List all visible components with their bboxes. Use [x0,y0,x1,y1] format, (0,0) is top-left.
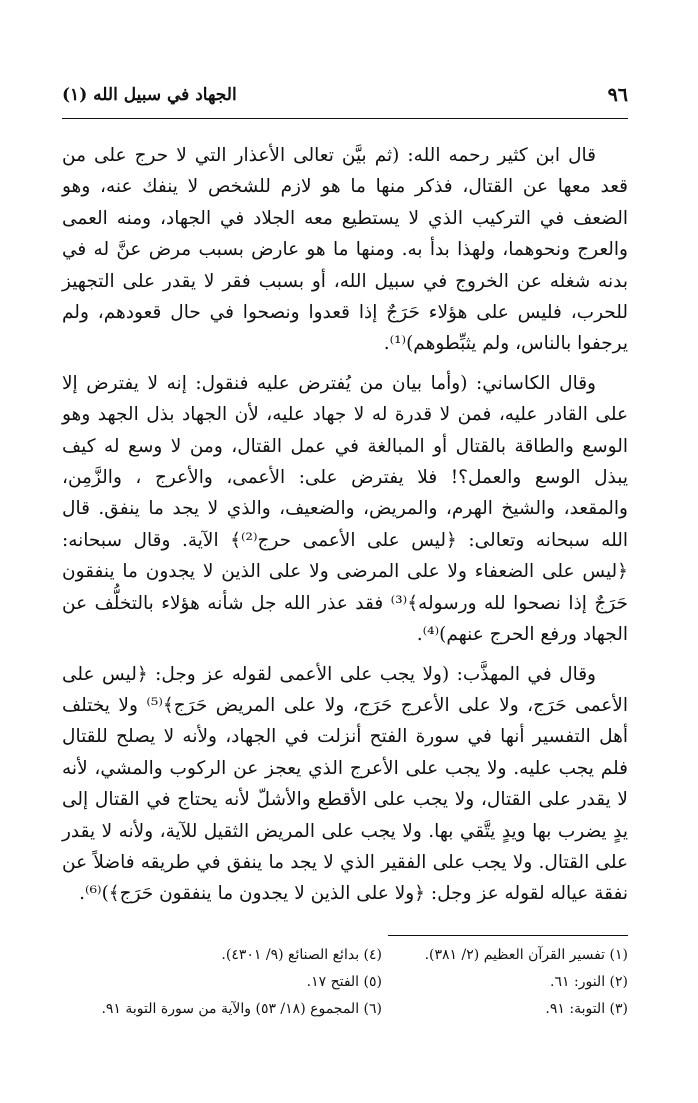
footnote-3: (٣) التوبة: ٩١. [545,1001,628,1017]
footnote-2: (٢) النور: ٦١. [550,974,628,990]
paragraph-ibn-kathir: قال ابن كثير رحمه الله: (ثم بيَّن تعالى الأعذار التي لا حرج على من قعد معها عن القتال، فذكر منها ما هو لازم للشخص لا ينفك عنه، وهو الضعف في التركيب الذي لا يستطيع معه الجلاد في الجهاد، ومنه العمى والعرج ونحوهما، ولهذا بدأ به. ومنها ما هو عارض بسبب مرض عنَّ له في بدنه شغله عن الخروج في سبيل الله، أو بسبب فقر لا يقدر على التجهيز للحرب، فليس على هؤلاء حَرَجٌ إذا قعدوا ونصحوا في حال قعودهم، ولم يرجفوا بالناس، ولم يثبِّطوهم)⁽¹⁾. [62,145,628,355]
page-header [62,78,628,112]
paragraph-kasani: وقال الكاساني: (وأما بيان من يُفترض عليه فنقول: إنه لا يفترض إلا على القادر عليه، فمن لا قدرة له لا جهاد عليه، لأن الجهاد بذل الجهد وهو الوسع والطاقة بالقتال أو المبالغة في عمل القتال، ومن لا وسع له كيف يبذل الوسع والعمل؟! فلا يفترض على: الأعمى، والأعرج ، والزَّمِن، والمقعد، والشيخ الهرم، والمريض، والضعيف، والذي لا يجد ما ينفق. قال الله سبحانه وتعالى: ﴿ليس على الأعمى حرج⁽²⁾﴾ الآية. وقال سبحانه: ﴿ليس على الضعفاء ولا على المرضى ولا على الذين لا يجدون ما ينفقون حَرَجٌ إذا نصحوا لله ورسوله﴾⁽³⁾ فقد عذر الله جل شأنه هؤلاء بالتخلُّف عن الجهاد ورفع الحرج عنهم)⁽⁴⁾. [62,372,629,646]
footnote-divider [388,935,628,936]
running-title: الجهاد في سبيل الله (١) [62,85,237,105]
footnote-1: (١) تفسير القرآن العظيم (٢/ ٣٨١). [424,947,628,963]
footnote-4: (٤) بدائع الصنائع (٩/ ٤٣٠١). [221,947,382,963]
body-text [62,140,628,918]
footnote-5: (٥) الفتح ١٧. [306,974,382,990]
paragraph-muhadhdhab: وقال في المهذَّب: (ولا يجب على الأعمى لقوله عز وجل: ﴿ليس على الأعمى حَرَج، ولا على الأعرج حَرَج، ولا على المريض حَرَج﴾⁽⁵⁾ ولا يختلف أهل التفسير أنها في سورة الفتح أنزلت في الجهاد، ولأنه لا يصلح للقتال فلم يجب عليه. ولا يجب على الأعرج الذي يعجز عن الركوب والمشي، لأنه لا يقدر على القتال، ولا يجب على الأقطع والأشلّ لأنه يحتاج في القتال إلى يدٍ يضرب بها ويدٍ يتَّقي بها. ولا يجب على المريض الثقيل للآية، ولأنه لا يقدر على القتال. ولا يجب على الفقير الذي لا يجد ما ينفق في طريقه فاضلاً عن نفقة عياله لقوله عز وجل: ﴿ولا على الذين لا يجدون ما ينفقون حَرَج﴾)⁽⁶⁾. [62,663,628,905]
footnotes [60,942,628,1023]
footnotes-column-left [60,942,382,1023]
header-divider [62,118,628,119]
footnote-6: (٦) المجموع (١٨/ ٥٣) والآية من سورة التوبة ٩١. [101,1001,382,1017]
footnotes-column-right [398,942,628,1023]
page-number: ٩٦ [607,84,628,106]
